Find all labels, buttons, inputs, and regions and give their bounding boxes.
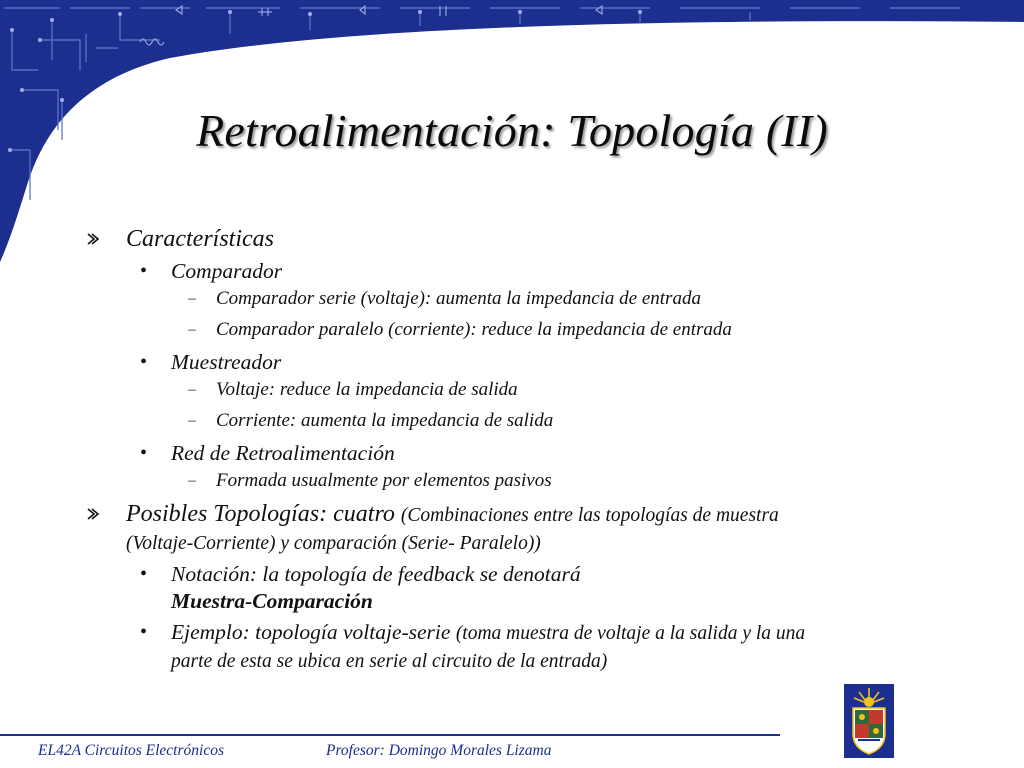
footer-divider xyxy=(0,734,780,736)
sub-bullet-muestreador xyxy=(86,349,846,375)
dot-bullet-icon: • xyxy=(140,351,148,373)
bullet-text: Formada usualmente por elementos pasivos xyxy=(216,470,552,491)
bullet-text: Características xyxy=(126,226,274,252)
dash-bullet-icon: – xyxy=(188,320,196,338)
bullet-text: Comparador serie (voltaje): aumenta la impedancia de entrada xyxy=(216,288,701,309)
bullet-note: (toma muestra de voltaje a la salida y la una parte de esta se ubica en serie al circuito de la entrada) xyxy=(171,622,806,672)
sub-bullet-red-retroalimentacion xyxy=(86,440,846,466)
footer-professor: Profesor: Domingo Morales Lizama xyxy=(326,742,552,759)
dot-bullet-icon: • xyxy=(140,562,148,585)
bullet-emphasis: Muestra-Comparación xyxy=(171,588,373,613)
bullet-text: Posibles Topologías: cuatro xyxy=(126,500,395,527)
dash-bullet-icon: – xyxy=(188,290,196,307)
bullet-text: Muestreador xyxy=(171,350,282,374)
dot-bullet-icon: • xyxy=(140,442,148,464)
bullet-text: Voltaje: reduce la impedancia de salida xyxy=(216,379,518,400)
university-crest-icon xyxy=(844,684,894,758)
bullet-text: Comparador paralelo (corriente): reduce la impedancia de entrada xyxy=(216,318,732,340)
detail-comparador-serie xyxy=(86,284,846,315)
sub-bullet-notacion xyxy=(86,561,846,615)
bullet-text: Corriente: aumenta la impedancia de salida xyxy=(216,409,554,431)
bullet-text: Red de Retroalimentación xyxy=(171,441,395,465)
bullet-text: Notación: la topología de feedback se denotará xyxy=(171,561,581,586)
bullet-note: (Combinaciones entre las topologías de muestra (Voltaje-Corriente) y comparación (Serie- Paralelo)) xyxy=(126,504,779,554)
dash-bullet-icon: – xyxy=(188,381,196,398)
dash-bullet-icon: – xyxy=(188,472,196,489)
slide-title: Retroalimentación: Topología (II) xyxy=(196,105,828,156)
footer-course: EL42A Circuitos Electrónicos xyxy=(38,742,224,759)
arrowhead-bullet-icon xyxy=(86,507,102,521)
bullet-text: Comparador xyxy=(171,259,283,283)
dot-bullet-icon: • xyxy=(140,260,148,282)
detail-comparador-paralelo xyxy=(86,315,846,346)
bullet-caracteristicas xyxy=(86,224,846,254)
dash-bullet-icon: – xyxy=(188,411,196,429)
sub-bullet-comparador xyxy=(86,258,846,284)
dot-bullet-icon: • xyxy=(140,620,148,643)
bullet-text: Ejemplo: topología voltaje-serie xyxy=(171,619,451,644)
detail-voltaje xyxy=(86,375,846,406)
sub-bullet-ejemplo xyxy=(86,619,846,675)
bullet-posibles-topologias xyxy=(86,501,846,557)
slide-body xyxy=(86,224,846,675)
detail-corriente xyxy=(86,406,846,437)
detail-elementos-pasivos xyxy=(86,466,846,497)
arrowhead-bullet-icon xyxy=(86,232,102,246)
